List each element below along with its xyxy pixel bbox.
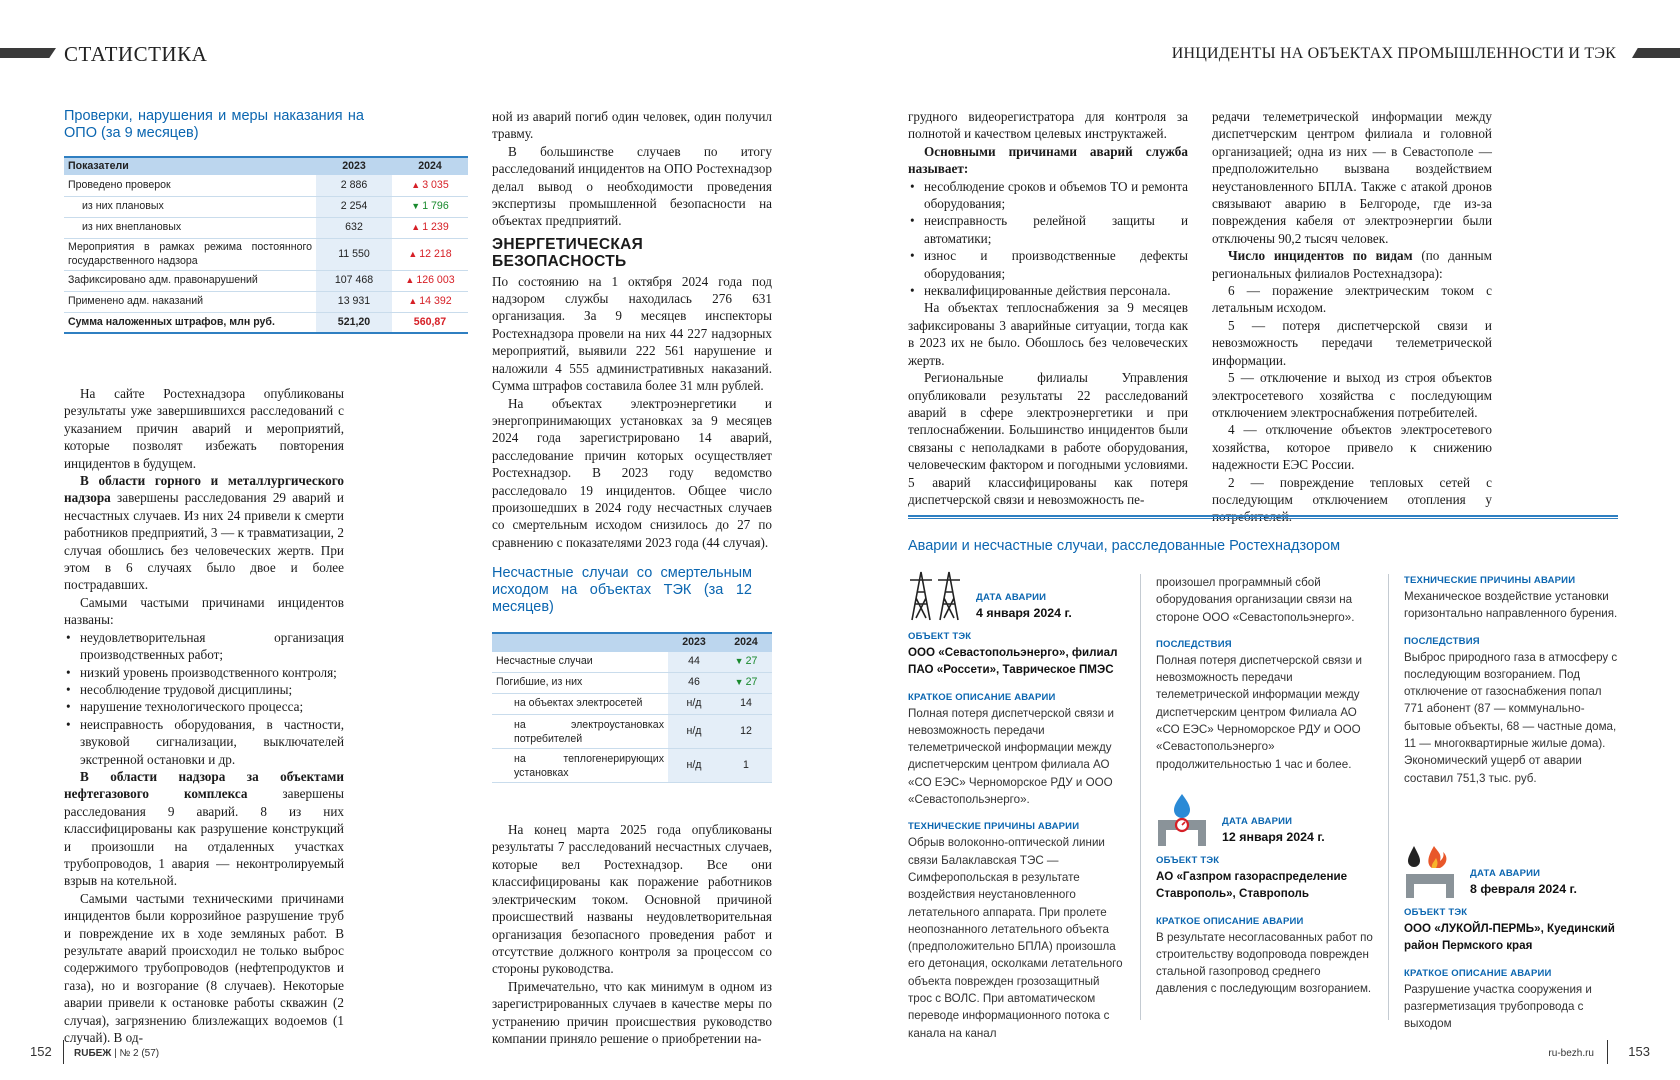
accident-object: АО «Газпром газораспределение Ставрополь», Ставрополь xyxy=(1156,870,1348,901)
paragraph: Самыми частыми техническими причинами инцидентов были коррозийное разрушение труб и повреждение их в ходе земляных работ. В результате аварий происходил не только выброс содержимого трубопроводов (нефтепродуктов и газа), но и возгорание (8 случаев). Некоторые аварии привели к остановке работы скважин (2 случая), загрязнению близлежащих водоемов (1 случай). В од- xyxy=(64,890,344,1046)
list-item: • неквалифицированные действия персонала. xyxy=(908,282,1188,299)
accident-card-1-cont xyxy=(1156,574,1374,773)
table-row xyxy=(64,238,468,270)
column-divider xyxy=(1140,574,1141,1020)
desc-label: КРАТКОЕ ОПИСАНИЕ АВАРИИ xyxy=(1156,915,1304,927)
main-causes-list xyxy=(908,178,1188,300)
accident-tech-cont: произошел программный сбой оборудования организации связи на стороне ООО «Севастопольэнерго». xyxy=(1156,576,1355,624)
row-label: Сумма наложенных штрафов, млн руб. xyxy=(64,312,316,333)
accident-card-2-cont xyxy=(1404,574,1618,787)
value-2023: 2 254 xyxy=(316,196,392,217)
incident-type-item: 5 — потеря диспетчерской связи и невозможность передачи телеметрической информации. xyxy=(1212,317,1492,368)
page-number-left: 152 xyxy=(30,1044,52,1059)
accident-cons: Полная потеря диспетчерской связи и невозможность передачи телеметрической информации между диспетчерским центром Филиала АО «СО ЕЭС» Черноморское РДУ и ООО «Севастопольэнерго» продолжительностью 1 час и более. xyxy=(1156,653,1362,771)
row-label: Применено адм. наказаний xyxy=(64,291,316,312)
value-2023: 521,20 xyxy=(316,312,392,333)
paragraph: ной из аварий погиб один человек, один получил травму. xyxy=(492,109,772,142)
row-label: Проведено проверок xyxy=(64,175,316,196)
column-1 xyxy=(64,108,468,334)
list-item: • низкий уровень производственного контроля; xyxy=(64,664,344,681)
value: 560,87 xyxy=(413,315,447,328)
paragraph: Примечательно, что как минимум в одном из зарегистрированных случаев в качестве меры по устранению причин происшествия руководство компании приняло решение о приобретении на- xyxy=(492,978,772,1046)
table1-title: Проверки, нарушения и меры наказания на ОПО (за 9 месяцев) xyxy=(64,108,364,141)
date-label: ДАТА АВАРИИ xyxy=(976,591,1047,603)
th-2023: 2023 xyxy=(668,633,720,651)
object-label: ОБЪЕКТ ТЭК xyxy=(1404,907,1468,918)
accident-tech: Обрыв волоконно-оптической линии связи Балаклавская ТЭС — Симферопольская в результате воздействия неустановленного летательного аппарата. При пролете неопознанного летательного объекта (предположительно БПЛА) произошла его детонация, осколками летательного объекта поврежден грозозащитный трос с ВОЛС. При автоматическом переводе информационного потока с канала на канал xyxy=(908,836,1123,1040)
th-2024: 2024 xyxy=(720,633,772,651)
table-row xyxy=(64,217,468,238)
incident-type-item: 5 — отключение и выход из строя объектов электросетевого хозяйства с последующим отключением электроснабжения потребителей. xyxy=(1212,370,1492,420)
accident-card-1 xyxy=(908,566,1124,1042)
table-row xyxy=(492,715,772,749)
list-item: • неудовлетворительная организация производственных работ; xyxy=(64,629,344,664)
tech-label: ТЕХНИЧЕСКИЕ ПРИЧИНЫ АВАРИИ xyxy=(1404,575,1576,586)
accident-cons: Выброс природного газа в атмосферу с последующим возгоранием. Под отключение от газоснабжения попал 771 абонент (87 — коммунально-бытовые объекты, 68 — частные дома, 11 — многоквартирные жилые дома). Экономический ущерб от аварии составил 751,3 тыс. руб. xyxy=(1404,650,1618,785)
desc-label: КРАТКОЕ ОПИСАНИЕ АВАРИИ xyxy=(908,691,1056,703)
value-2024 xyxy=(392,238,468,270)
trend-down-icon: ▼ 1 796 xyxy=(411,200,448,212)
list-item: • несоблюдение сроков и объемов ТО и ремонта оборудования; xyxy=(908,178,1188,213)
paragraph: В большинстве случаев по итогу расследований инцидентов на ОПО Ростехнадзор делал вывод о необходимости проведения экспертизы промышленной безопасности на объектах предприятий. xyxy=(492,143,772,229)
footer-mag: RUБЕЖ | № 2 (57) xyxy=(74,1048,160,1059)
paragraph: На объектах теплоснабжения за 9 месяцев зафиксированы 3 аварийные ситуации, тогда как в 2023 их не было. Обошлось без человеческих жертв. xyxy=(908,300,1188,368)
value-2024 xyxy=(720,673,772,694)
value-2023: н/д xyxy=(668,749,720,783)
value: 12 xyxy=(740,724,752,737)
column-4 xyxy=(1212,108,1492,526)
value-2024 xyxy=(392,175,468,196)
trend-up-icon: ▲ 126 003 xyxy=(405,274,454,286)
list-item: • неисправность релейной защиты и автоматики; xyxy=(908,212,1188,247)
table-row xyxy=(492,694,772,715)
table-row xyxy=(64,270,468,291)
footer-site: ru-bezh.ru xyxy=(1548,1048,1594,1059)
row-label: Зафиксировано адм. правонарушений xyxy=(64,270,316,291)
value-2024 xyxy=(392,312,468,333)
value-2024 xyxy=(392,217,468,238)
table-row xyxy=(64,312,468,333)
value-2024 xyxy=(392,196,468,217)
table-row xyxy=(64,291,468,312)
column-1-text xyxy=(64,385,344,1046)
cons-label: ПОСЛЕДСТВИЯ xyxy=(1404,635,1480,647)
row-label: Погибшие, из них xyxy=(492,673,668,694)
paragraph: В области горного и металлургического надзора завершены расследования 29 аварий и несчастных случаев. Из них 24 привели к смерти работников предприятий, 3 — к травматизации, 2 случая обошлись без человеческих жертв. При этом в 6 случаях было двое и более пострадавших. xyxy=(64,473,344,593)
desc-label: КРАТКОЕ ОПИСАНИЕ АВАРИИ xyxy=(1404,967,1552,979)
row-label: из них внеплановых xyxy=(64,217,316,238)
causes-list xyxy=(64,629,344,768)
value-2023: 632 xyxy=(316,217,392,238)
accident-date: 8 февраля 2024 г. xyxy=(1470,881,1577,896)
paragraph: Число инцидентов по видам (по данным региональных филиалов Ростехнадзора): xyxy=(1212,248,1492,281)
th-blank xyxy=(492,633,668,651)
row-label: на теплогенерирующих установках xyxy=(492,749,668,783)
paragraph: На конец марта 2025 года опубликованы результаты 7 расследований несчастных случаев, которые вел Ростехнадзор. Все они классифицированы как поражение работников электрическим током. Основной причиной происшествий названы неудовлетворительная организация безопасного проведения работ и отсутствие должного контроля за процессом со стороны руководства. xyxy=(492,822,772,977)
incident-type-item: 2 — повреждение тепловых сетей с последующим отключением отопления у потребителей. xyxy=(1212,474,1492,525)
accident-tech: Механическое воздействие установки горизонтально направленного бурения. xyxy=(1404,590,1618,621)
value-2023: 46 xyxy=(668,673,720,694)
paragraph: Основными причинами аварий служба называет: xyxy=(908,143,1188,177)
accident-card-2 xyxy=(1156,790,1374,998)
accident-desc: Полная потеря диспетчерской связи и невозможность передачи телеметрической информации между диспетчерским центром филиала АО «СО ЕЭС» Черноморское РДУ и ООО «Севастопольэнерго». xyxy=(908,706,1114,807)
object-label: ОБЪЕКТ ТЭК xyxy=(1156,855,1220,866)
value-2024 xyxy=(720,694,772,715)
energy-heading: ЭНЕРГЕТИЧЕСКАЯ БЕЗОПАСНОСТЬ xyxy=(492,235,644,271)
trend-up-icon: ▲ 1 239 xyxy=(411,221,448,233)
table-row xyxy=(492,652,772,673)
value-2024 xyxy=(392,270,468,291)
th-indicator: Показатели xyxy=(64,157,316,175)
value-2023: н/д xyxy=(668,715,720,749)
fatal-accidents-table xyxy=(492,632,772,783)
paragraph: Самыми частыми причинами инцидентов названы: xyxy=(64,594,344,628)
value-2023: 2 886 xyxy=(316,175,392,196)
trend-up-icon: ▲ 14 392 xyxy=(408,295,451,307)
table-row xyxy=(492,749,772,783)
column-3 xyxy=(908,108,1188,508)
incident-type-item: 4 — отключение объектов электросетевого хозяйства, которое привело к снижению надежности ЕЭС России. xyxy=(1212,422,1492,473)
footer-divider xyxy=(63,1040,64,1064)
accident-date: 4 января 2024 г. xyxy=(976,605,1072,620)
value-2023: 44 xyxy=(668,652,720,673)
paragraph: редачи телеметрической информации между диспетчерским центром филиала и головной организацией; одна из них — в Севастополе — предположительно вызвана воздействием неустановленного БПЛА. Также с атакой дронов связывают аварию в Белгороде, где из-за повреждения кабеля от электроэнергии были отключены 90,2 тысяч человек. xyxy=(1212,109,1492,246)
value-2024 xyxy=(392,291,468,312)
list-item: • несоблюдение трудовой дисциплины; xyxy=(64,681,344,698)
row-label: на объектах электросетей xyxy=(492,694,668,715)
header-bar-right xyxy=(1632,48,1680,58)
paragraph: На сайте Ростехнадзора опубликованы результаты уже завершившихся расследований с указанием причин аварий и мероприятий, которые позволят избежать повторения инцидентов в будущем. xyxy=(64,386,344,471)
trend-up-icon: ▲ 12 218 xyxy=(408,248,451,260)
accident-date: 12 января 2024 г. xyxy=(1222,829,1325,844)
section-title: СТАТИСТИКА xyxy=(64,42,208,66)
accident-card-3 xyxy=(1404,842,1618,1032)
paragraph: По состоянию на 1 октября 2024 года под надзором службы находилась 276 631 организация. За 9 месяцев инспекторы Ростехнадзора провели на них 44 227 надзорных мероприятий, выявили 222 561 нарушение и наложили 4 555 административных наказаний. Сумма штрафов составила более 31 млн рублей. xyxy=(492,273,772,394)
paragraph: На объектах электроэнергетики и энергопринимающих установках за 9 месяцев 2024 года зарегистрировано 14 аварий, расследование причин которых осуществляет Ростехнадзор. В 2023 году ведомство расследовало 19 инцидентов. Общее число произошедших в 2024 году несчастных случаев со смертельным исходом снизилось до 27 по сравнению с показателями 2023 года (44 случая). xyxy=(492,395,772,550)
paragraph: грудного видеорегистратора для контроля за полнотой и качеством целевых инструктажей. xyxy=(908,109,1188,142)
table-row xyxy=(492,673,772,694)
inspections-table xyxy=(64,156,468,334)
date-label: ДАТА АВАРИИ xyxy=(1222,815,1293,827)
value: 14 xyxy=(740,697,752,710)
th-2023: 2023 xyxy=(316,157,392,175)
value-2023: 13 931 xyxy=(316,291,392,312)
row-label: Несчастные случаи xyxy=(492,652,668,673)
value-2023: 11 550 xyxy=(316,238,392,270)
header-bar-left xyxy=(0,48,56,58)
value-2024 xyxy=(720,652,772,673)
page-number-right: 153 xyxy=(1628,1044,1650,1059)
accident-desc: Разрушение участка сооружения и разгерметизация трубопровода с выходом xyxy=(1404,982,1592,1031)
value-2024 xyxy=(720,749,772,783)
paragraph: Региональные филиалы Управления опубликовали результаты 22 расследований аварий в сфере электроэнергетики и при теплоснабжении. Большинство инцидентов были связаны с неполадками в работе оборудования, человеческим фактором и погодными условиями. 5 аварий классифицированы как потеря диспетчерской связи и невозможность пе- xyxy=(908,370,1188,507)
row-label: из них плановых xyxy=(64,196,316,217)
list-item: • неисправность оборудования, в частности, звуковой сигнализации, выключателей экстренной остановки и др. xyxy=(64,716,344,768)
list-item: • нарушение технологического процесса; xyxy=(64,698,344,715)
value-2023: н/д xyxy=(668,694,720,715)
cons-label: ПОСЛЕДСТВИЯ xyxy=(1156,638,1232,650)
tech-label: ТЕХНИЧЕСКИЕ ПРИЧИНЫ АВАРИИ xyxy=(908,821,1080,833)
accidents-title: Аварии и несчастные случаи, расследованные Ростехнадзором xyxy=(908,538,1341,554)
column-2 xyxy=(492,108,772,1047)
trend-down-icon: ▼ 27 xyxy=(735,655,758,667)
object-label: ОБЪЕКТ ТЭК xyxy=(908,631,972,642)
table-row xyxy=(64,175,468,196)
trend-down-icon: ▼ 27 xyxy=(735,676,758,688)
paragraph: В области надзора за объектами нефтегазового комплекса завершены расследования 9 аварий. 8 из них классифицированы как разрушение конструкций и произошли на отдаленных участках трубопроводов, 1 авария — неконтролируемый взрыв на котельной. xyxy=(64,768,344,889)
power-tower-icon xyxy=(908,568,964,622)
oil-fire-icon xyxy=(1404,844,1456,898)
accident-desc: В результате несогласованных работ по строительству водопровода поврежден стальной газопровод среднего давления с последующим возгоранием. xyxy=(1156,930,1373,996)
running-title: ИНЦИДЕНТЫ НА ОБЪЕКТАХ ПРОМЫШЛЕННОСТИ И ТЭК xyxy=(1171,45,1616,62)
table-row xyxy=(64,196,468,217)
footer-divider xyxy=(1607,1040,1608,1064)
value-2023: 107 468 xyxy=(316,270,392,291)
trend-up-icon: ▲ 3 035 xyxy=(411,179,448,191)
th-2024: 2024 xyxy=(392,157,468,175)
gas-pipe-icon xyxy=(1156,792,1208,846)
column-divider xyxy=(1388,574,1389,1020)
row-label: на электроустановках потребителей xyxy=(492,715,668,749)
list-item: • износ и производственные дефекты оборудования; xyxy=(908,247,1188,282)
value-2024 xyxy=(720,715,772,749)
table2-title: Несчастные случаи со смертельным исходом на объектах ТЭК (за 12 месяцев) xyxy=(492,565,752,616)
row-label: Мероприятия в рамках режима постоянного государственного надзора xyxy=(64,238,316,270)
value: 1 xyxy=(743,758,749,771)
incident-type-item: 6 — поражение электрическим током с летальным исходом. xyxy=(1212,283,1492,316)
accidents-divider xyxy=(908,515,1618,519)
accident-object: ООО «Севастопольэнерго», филиал ПАО «Россети», Таврическое ПМЭС xyxy=(908,646,1118,677)
accident-object: ООО «ЛУКОЙЛ-ПЕРМЬ», Куединский район Пермского края xyxy=(1404,922,1615,953)
date-label: ДАТА АВАРИИ xyxy=(1470,867,1541,879)
